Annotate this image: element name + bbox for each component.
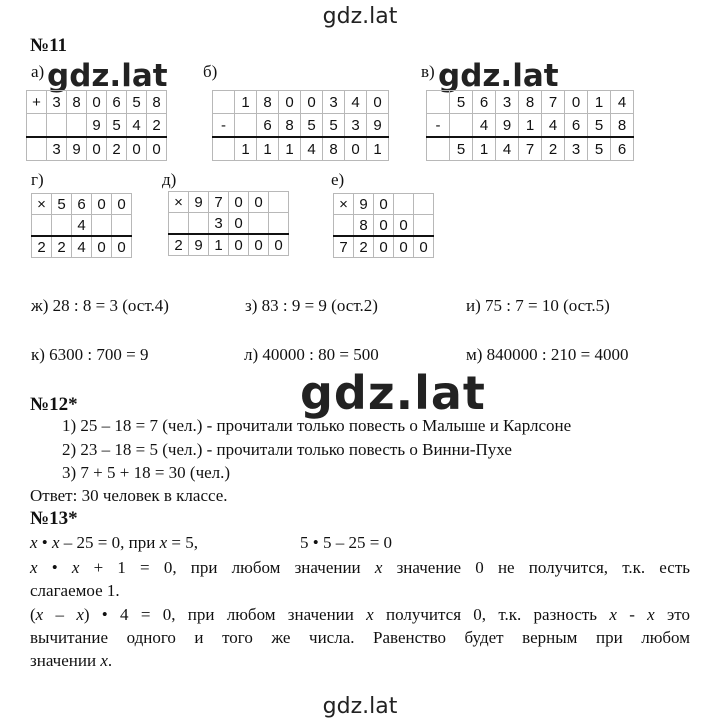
digit-cell (450, 114, 473, 138)
watermark-center: gdz.lat (300, 366, 486, 420)
division-zh: ж) 28 : 8 = 3 (ост.4) (31, 296, 169, 315)
digit-cell (52, 215, 72, 237)
digit-cell (92, 215, 112, 237)
digit-cell: × (169, 192, 189, 213)
digit-cell: 3 (323, 91, 345, 114)
digit-cell: 0 (374, 215, 394, 237)
digit-cell (334, 215, 354, 237)
digit-cell: 3 (345, 114, 367, 138)
digit-cell (394, 194, 414, 215)
label-b: б) (203, 62, 218, 81)
watermark-bottom: gdz.lat (322, 694, 398, 719)
task-13-line-1b: 5 • 5 – 25 = 0 (300, 533, 393, 552)
digit-cell: 4 (611, 91, 634, 114)
digit-cell: 2 (147, 114, 167, 138)
digit-cell (269, 213, 289, 235)
digit-cell (27, 114, 47, 138)
column-subtraction-b (212, 90, 389, 161)
digit-cell: 5 (588, 114, 611, 138)
digit-cell: 0 (394, 236, 414, 258)
digit-cell: 5 (52, 194, 72, 215)
digit-cell: 1 (209, 234, 229, 256)
task-13-line-2: x • x + 1 = 0, при любом значении x значение 0 не получится, т.к. есть (30, 558, 691, 577)
digit-cell: 0 (367, 91, 389, 114)
digit-cell: × (32, 194, 52, 215)
digit-cell (414, 194, 434, 215)
division-l: л) 40000 : 80 = 500 (244, 345, 379, 364)
digit-cell: 5 (301, 114, 323, 138)
division-i: и) 75 : 7 = 10 (ост.5) (466, 296, 610, 315)
digit-cell: 0 (87, 91, 107, 114)
digit-cell: - (427, 114, 450, 138)
digit-cell: 0 (249, 234, 269, 256)
digit-cell: 0 (301, 91, 323, 114)
digit-cell: 2 (32, 236, 52, 258)
task-12-answer: Ответ: 30 человек в классе. (30, 486, 228, 505)
digit-cell: 4 (542, 114, 565, 138)
digit-cell (27, 137, 47, 161)
digit-cell: - (213, 114, 235, 138)
digit-cell: 8 (67, 91, 87, 114)
digit-cell: 4 (127, 114, 147, 138)
digit-cell: 2 (542, 137, 565, 161)
digit-cell: 6 (72, 194, 92, 215)
label-e: е) (331, 170, 345, 189)
digit-cell (67, 114, 87, 138)
digit-cell: 9 (87, 114, 107, 138)
digit-cell: 8 (611, 114, 634, 138)
digit-cell (169, 213, 189, 235)
digit-cell: 8 (354, 215, 374, 237)
digit-cell: 0 (374, 194, 394, 215)
digit-cell: 3 (209, 213, 229, 235)
digit-cell: 9 (67, 137, 87, 161)
digit-cell: 0 (229, 234, 249, 256)
digit-cell: 5 (107, 114, 127, 138)
task-11-title: №11 (30, 35, 68, 56)
digit-cell: 1 (367, 137, 389, 161)
digit-cell: 0 (127, 137, 147, 161)
task-13-line-1a: x • x – 25 = 0, при x = 5, (30, 533, 198, 552)
digit-cell: 0 (87, 137, 107, 161)
task-13-line-4: (x – x) • 4 = 0, при любом значении x получится 0, т.к. разность x - x это (30, 605, 690, 624)
label-v: в) (421, 62, 435, 81)
digit-cell (213, 91, 235, 114)
watermark-a: gdz.lat (44, 58, 171, 94)
digit-cell: 0 (112, 194, 132, 215)
task-12-line-1: 1) 25 – 18 = 7 (чел.) - прочитали только повесть о Малыше и Карлсоне (62, 416, 572, 435)
digit-cell: 1 (257, 137, 279, 161)
digit-cell: 0 (565, 91, 588, 114)
division-z: з) 83 : 9 = 9 (ост.2) (245, 296, 378, 315)
digit-cell: 3 (47, 137, 67, 161)
digit-cell: 6 (473, 91, 496, 114)
digit-cell: 3 (47, 91, 67, 114)
digit-cell (269, 192, 289, 213)
digit-cell: 2 (169, 234, 189, 256)
digit-cell: 5 (588, 137, 611, 161)
digit-cell: 0 (249, 192, 269, 213)
digit-cell: 0 (112, 236, 132, 258)
digit-cell: 5 (450, 91, 473, 114)
digit-cell: 2 (354, 236, 374, 258)
digit-cell (249, 213, 269, 235)
digit-cell: 0 (92, 194, 112, 215)
digit-cell: 0 (269, 234, 289, 256)
digit-cell: 5 (323, 114, 345, 138)
digit-cell (235, 114, 257, 138)
digit-cell: 8 (519, 91, 542, 114)
digit-cell: × (334, 194, 354, 215)
digit-cell (112, 215, 132, 237)
digit-cell: 0 (229, 213, 249, 235)
label-a: а) (31, 62, 45, 81)
column-multiplication-g (31, 193, 132, 258)
digit-cell: 3 (496, 91, 519, 114)
column-multiplication-d (168, 191, 289, 256)
label-d: д) (162, 170, 177, 189)
digit-cell: 0 (279, 91, 301, 114)
column-subtraction-v (426, 90, 634, 161)
digit-cell: 4 (72, 215, 92, 237)
digit-cell: 8 (279, 114, 301, 138)
digit-cell: 8 (323, 137, 345, 161)
digit-cell: 5 (127, 91, 147, 114)
division-k: к) 6300 : 700 = 9 (31, 345, 149, 364)
digit-cell: 6 (257, 114, 279, 138)
digit-cell: 7 (334, 236, 354, 258)
digit-cell: 7 (519, 137, 542, 161)
digit-cell: 1 (588, 91, 611, 114)
digit-cell: 4 (345, 91, 367, 114)
task-13-title: №13* (30, 508, 78, 529)
watermark-v: gdz.lat (435, 58, 562, 94)
digit-cell: 9 (189, 192, 209, 213)
digit-cell: 0 (414, 236, 434, 258)
digit-cell: 0 (394, 215, 414, 237)
digit-cell: + (27, 91, 47, 114)
task-12-title: №12* (30, 394, 78, 415)
digit-cell (414, 215, 434, 237)
column-addition-a (26, 90, 167, 161)
task-12-line-2: 2) 23 – 18 = 5 (чел.) - прочитали только повесть о Винни-Пухе (62, 440, 512, 459)
task-13-line-5: вычитание одного и того же числа. Равенство будет верным при любом (30, 628, 690, 647)
digit-cell: 9 (189, 234, 209, 256)
digit-cell: 0 (147, 137, 167, 161)
digit-cell: 1 (235, 91, 257, 114)
task-12-line-3: 3) 7 + 5 + 18 = 30 (чел.) (62, 463, 231, 482)
digit-cell: 0 (229, 192, 249, 213)
digit-cell (47, 114, 67, 138)
digit-cell: 5 (450, 137, 473, 161)
digit-cell: 0 (345, 137, 367, 161)
digit-cell (32, 215, 52, 237)
label-g: г) (31, 170, 44, 189)
digit-cell: 4 (473, 114, 496, 138)
digit-cell: 1 (235, 137, 257, 161)
digit-cell (213, 137, 235, 161)
digit-cell: 4 (301, 137, 323, 161)
digit-cell: 3 (565, 137, 588, 161)
digit-cell: 0 (374, 236, 394, 258)
digit-cell: 9 (367, 114, 389, 138)
digit-cell (427, 137, 450, 161)
digit-cell: 8 (147, 91, 167, 114)
digit-cell: 0 (92, 236, 112, 258)
digit-cell: 7 (209, 192, 229, 213)
digit-cell: 1 (473, 137, 496, 161)
digit-cell: 2 (52, 236, 72, 258)
digit-cell: 8 (257, 91, 279, 114)
column-multiplication-e (333, 193, 434, 258)
digit-cell: 6 (107, 91, 127, 114)
division-m: м) 840000 : 210 = 4000 (466, 345, 629, 364)
digit-cell: 1 (519, 114, 542, 138)
digit-cell: 6 (611, 137, 634, 161)
digit-cell: 4 (496, 137, 519, 161)
digit-cell: 6 (565, 114, 588, 138)
digit-cell: 7 (542, 91, 565, 114)
digit-cell: 1 (279, 137, 301, 161)
watermark-top: gdz.lat (322, 4, 398, 29)
digit-cell: 2 (107, 137, 127, 161)
digit-cell: 9 (354, 194, 374, 215)
task-13-line-6: значении x. (30, 651, 113, 670)
digit-cell (189, 213, 209, 235)
digit-cell (427, 91, 450, 114)
task-13-line-3: слагаемое 1. (30, 581, 120, 600)
digit-cell: 9 (496, 114, 519, 138)
digit-cell: 4 (72, 236, 92, 258)
